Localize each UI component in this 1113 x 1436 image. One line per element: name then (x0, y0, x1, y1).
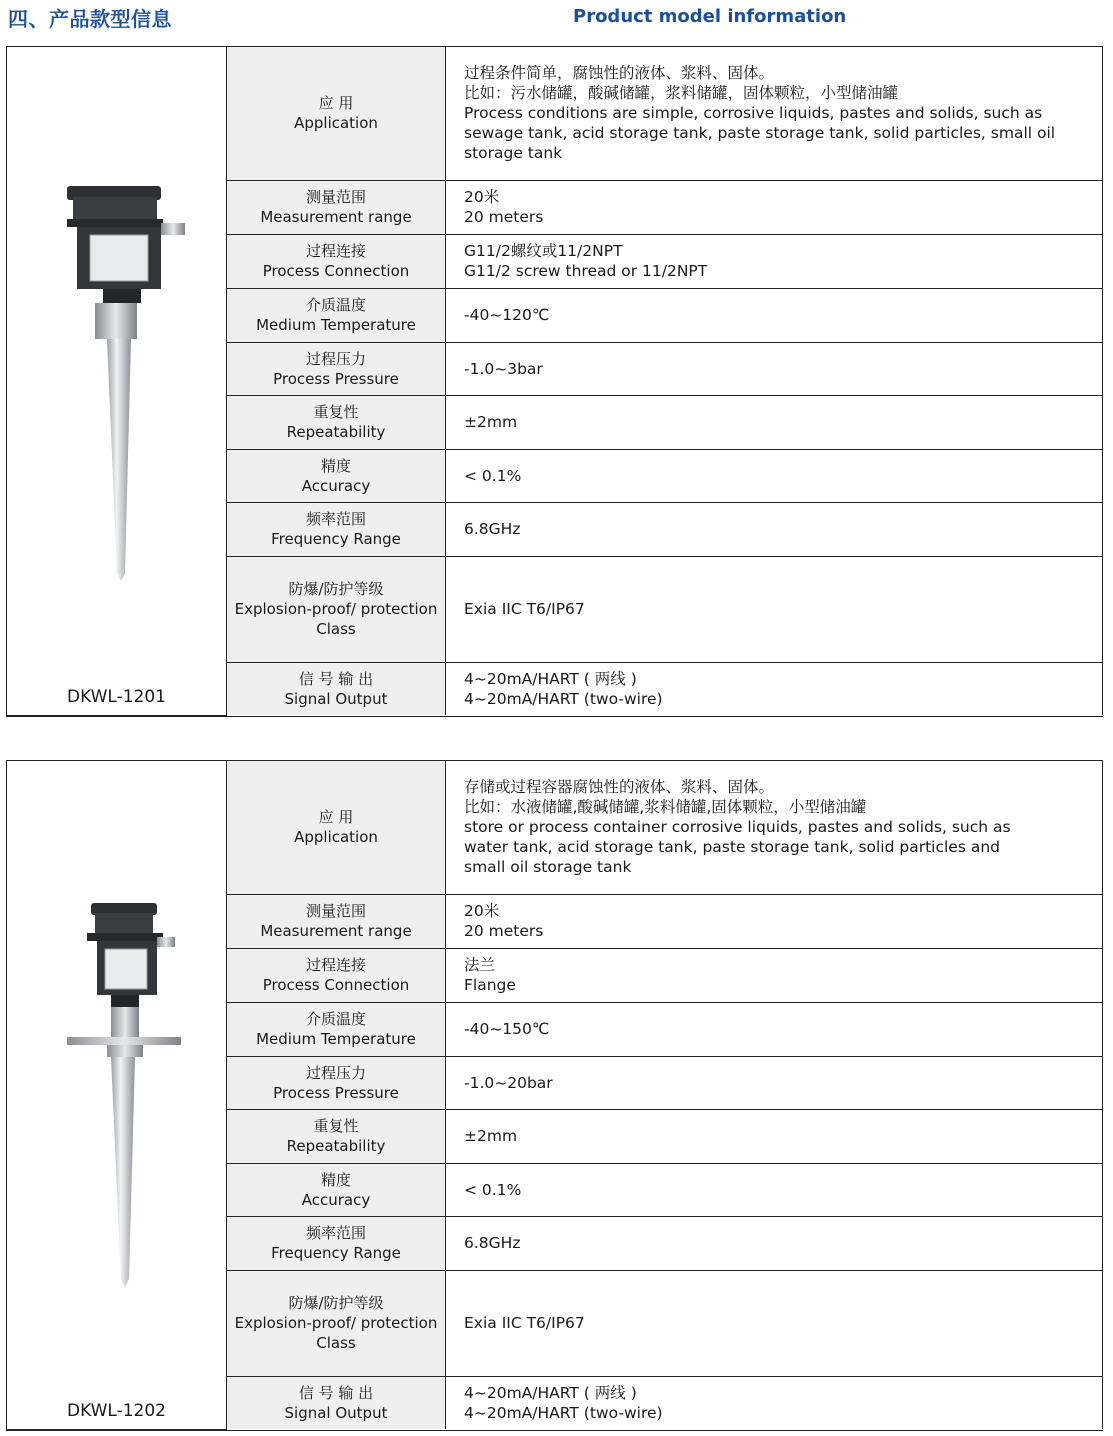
threaded-radar-sensor-image (7, 183, 226, 583)
label-en: Repeatability (286, 423, 386, 441)
label-en: Medium Temperature (256, 1030, 416, 1048)
label-cn: 过程连接 (305, 956, 366, 974)
label-en: Measurement range (260, 922, 412, 940)
label-en: Explosion-proof/ protection Class (234, 1314, 438, 1352)
label-cn: 精度 (320, 1170, 351, 1189)
spec-table (6, 761, 1103, 1430)
label-cn: 精度 (320, 456, 351, 475)
label-en: Signal Output (284, 1403, 388, 1422)
spec-value (446, 449, 1103, 502)
value-line: -1.0~3bar (464, 359, 543, 378)
label-cn: 重复性 (313, 403, 359, 421)
value-line: storage tank (464, 144, 563, 163)
value-line: sewage tank, acid storage tank, paste storage tank, solid particles, small oil (464, 124, 1056, 143)
spec-value (446, 1056, 1103, 1109)
spec-label (227, 288, 446, 342)
spec-value (446, 1216, 1103, 1270)
value-line: 法兰 (464, 956, 496, 974)
value-line: 4~20mA/HART ( 两线 ) (464, 669, 637, 688)
value-line: < 0.1% (464, 1180, 522, 1199)
spec-label (227, 761, 446, 894)
label-cn: 频率范围 (305, 1224, 366, 1242)
value-line: store or process container corrosive liquids, pastes and solids, such as (464, 818, 1011, 837)
value-line: 4~20mA/HART (two-wire) (464, 1403, 663, 1422)
spec-value (446, 1002, 1103, 1056)
value-line: Exia IIC T6/IP67 (464, 600, 585, 618)
label-en: Process Pressure (273, 369, 399, 388)
label-cn: 测量范围 (305, 902, 366, 920)
label-en: Medium Temperature (256, 316, 416, 334)
spec-value (446, 1163, 1103, 1216)
label-cn: 频率范围 (305, 510, 366, 528)
value-line: small oil storage tank (464, 858, 632, 877)
spec-value (446, 1270, 1103, 1376)
spec-label (227, 180, 446, 234)
product-image-cell (7, 761, 227, 1429)
spec-label (227, 449, 446, 502)
spec-value (446, 761, 1103, 894)
value-line: Process conditions are simple, corrosive liquids, pastes and solids, such as (464, 104, 1043, 123)
label-en: Repeatability (286, 1137, 386, 1155)
product-block-1 (6, 46, 1103, 717)
spec-label (227, 1270, 446, 1376)
spec-label (227, 1002, 446, 1056)
spec-label (227, 1056, 446, 1109)
spec-value (446, 948, 1103, 1002)
value-line: 6.8GHz (464, 1234, 521, 1252)
label-cn: 应 用 (318, 808, 354, 827)
spec-table (6, 47, 1103, 716)
value-line: 20米 (464, 902, 500, 920)
spec-value (446, 395, 1103, 449)
label-cn: 防爆/防护等级 (288, 1294, 384, 1312)
value-line: 存储或过程容器腐蚀性的液体、浆料、固体。 (464, 778, 775, 797)
product-block-2 (6, 760, 1103, 1431)
label-en: Accuracy (301, 476, 371, 495)
spec-label (227, 1163, 446, 1216)
value-line: water tank, acid storage tank, paste storage tank, solid particles and (464, 838, 1000, 857)
label-cn: 过程压力 (305, 349, 366, 368)
spec-value (446, 47, 1103, 180)
model-number: DKWL-1202 (66, 1400, 166, 1421)
spec-row (7, 47, 1103, 180)
value-line: -40~150℃ (464, 1020, 550, 1038)
value-line: Exia IIC T6/IP67 (464, 1314, 585, 1332)
label-cn: 测量范围 (305, 188, 366, 206)
section-title-cn: 四、产品款型信息 (8, 7, 172, 31)
label-cn: 重复性 (313, 1117, 359, 1135)
label-en: Process Connection (262, 976, 410, 994)
value-line: 20米 (464, 188, 500, 206)
spec-value (446, 894, 1103, 948)
spec-value (446, 180, 1103, 234)
spec-label (227, 502, 446, 556)
value-line: -1.0~20bar (464, 1073, 553, 1092)
spec-value (446, 1109, 1103, 1163)
label-en: Application (294, 114, 378, 133)
value-line: 4~20mA/HART (two-wire) (464, 689, 663, 708)
value-line: 4~20mA/HART ( 两线 ) (464, 1383, 637, 1402)
spec-value (446, 1376, 1103, 1429)
label-en: Signal Output (284, 689, 388, 708)
spec-value (446, 342, 1103, 395)
section-title-en: Product model information (573, 6, 847, 27)
spec-value (446, 234, 1103, 288)
spec-label (227, 894, 446, 948)
label-en: Process Pressure (273, 1083, 399, 1102)
label-cn: 过程连接 (305, 242, 366, 260)
label-cn: 介质温度 (305, 1010, 366, 1028)
value-line: < 0.1% (464, 466, 522, 485)
spec-value (446, 502, 1103, 556)
flange-radar-sensor-image (7, 901, 226, 1291)
value-line: 比如：水液储罐,酸碱储罐,浆料储罐,固体颗粒，小型储油罐 (464, 798, 867, 817)
label-cn: 应 用 (318, 94, 354, 113)
spec-row (7, 761, 1103, 894)
label-en: Frequency Range (271, 1244, 401, 1262)
label-en: Measurement range (260, 208, 412, 226)
value-line: G11/2 screw thread or 11/2NPT (464, 262, 708, 280)
spec-label (227, 1109, 446, 1163)
spec-label (227, 556, 446, 662)
value-line: 20 meters (464, 922, 544, 940)
spec-label (227, 948, 446, 1002)
value-line: 20 meters (464, 208, 544, 226)
value-line: ±2mm (464, 1127, 518, 1145)
product-image-cell (7, 47, 227, 715)
value-line: 6.8GHz (464, 520, 521, 538)
label-en: Application (294, 828, 378, 847)
value-line: G11/2螺纹或11/2NPT (464, 242, 623, 260)
spec-label (227, 395, 446, 449)
spec-label (227, 1216, 446, 1270)
label-en: Process Connection (262, 262, 410, 280)
value-line: ±2mm (464, 413, 518, 431)
value-line: -40~120℃ (464, 306, 550, 324)
spec-value (446, 662, 1103, 715)
model-number: DKWL-1201 (66, 686, 166, 707)
label-en: Accuracy (301, 1190, 371, 1209)
spec-label (227, 234, 446, 288)
value-line: 比如：污水储罐，酸碱储罐，浆料储罐，固体颗粒，小型储油罐 (464, 84, 899, 103)
label-en: Explosion-proof/ protection Class (234, 600, 438, 638)
spec-label (227, 47, 446, 180)
value-line: 过程条件简单，腐蚀性的液体、浆料、固体。 (464, 64, 775, 83)
spec-label (227, 342, 446, 395)
spec-label (227, 1376, 446, 1429)
value-line: Flange (464, 976, 516, 994)
label-cn: 介质温度 (305, 296, 366, 314)
spec-value (446, 556, 1103, 662)
label-cn: 信 号 输 出 (298, 669, 374, 688)
label-cn: 防爆/防护等级 (288, 580, 384, 598)
label-en: Frequency Range (271, 530, 401, 548)
spec-value (446, 288, 1103, 342)
spec-label (227, 662, 446, 715)
label-cn: 信 号 输 出 (298, 1383, 374, 1402)
label-cn: 过程压力 (305, 1063, 366, 1082)
